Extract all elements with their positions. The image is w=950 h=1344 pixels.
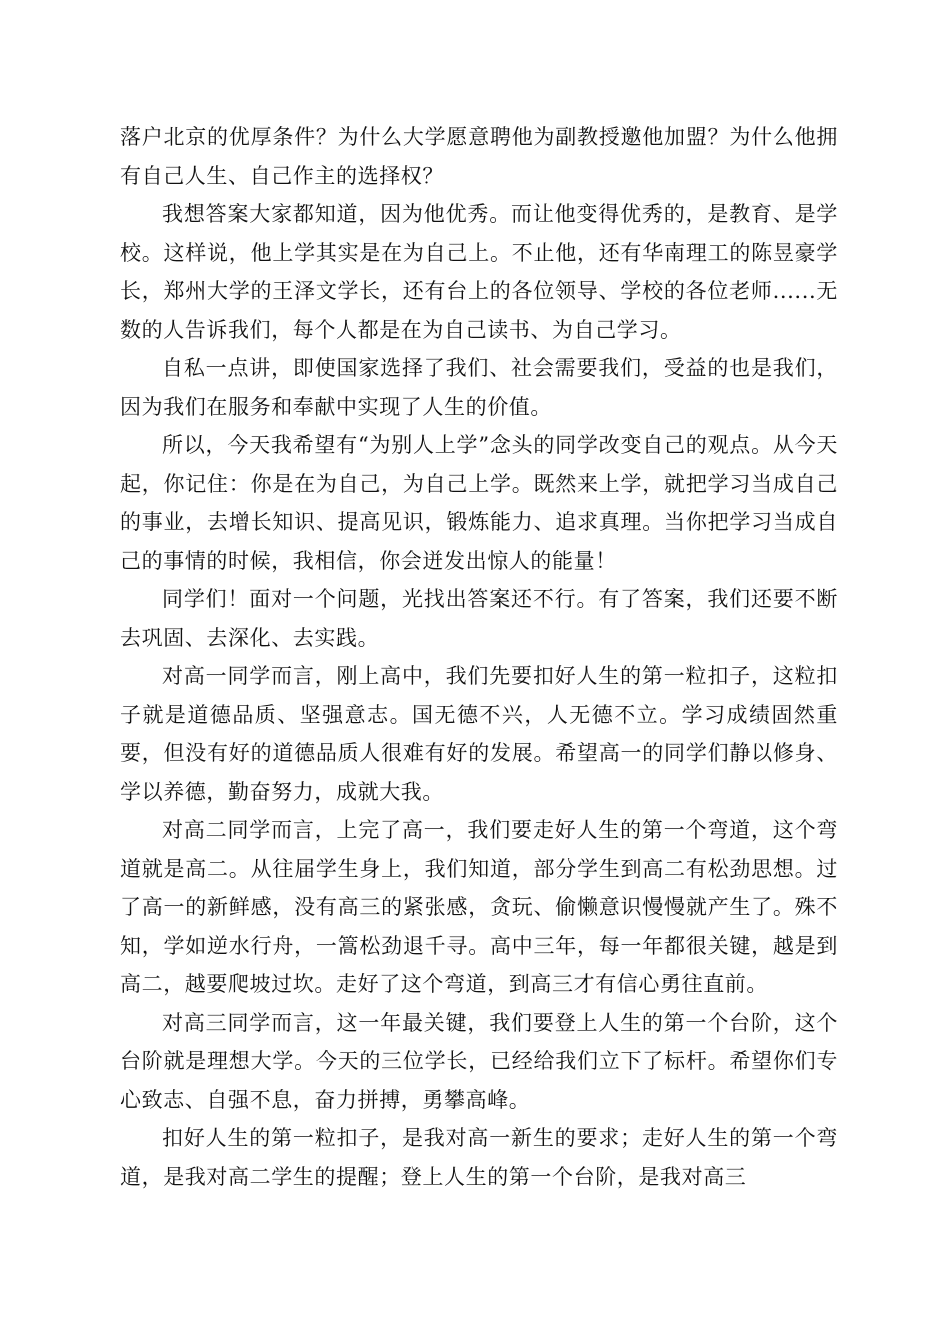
paragraph: 自私一点讲，即使国家选择了我们、社会需要我们，受益的也是我们，因为我们在服务和奉献中实现了人生的价值。 <box>120 356 838 419</box>
paragraph: 我想答案大家都知道，因为他优秀。而让他变得优秀的，是教育、是学校。这样说，他上学其实是在为自己上。不止他，还有华南理工的陈昱豪学长，郑州大学的王泽文学长，还有台上的各位领导、学校的各位老师......无数的人告诉我们，每个人都是在为自己读书、为自己学习。 <box>120 202 838 342</box>
paragraph: 对高三同学而言，这一年最关键，我们要登上人生的第一个台阶，这个台阶就是理想大学。今天的三位学长，已经给我们立下了标杆。希望你们专心致志、自强不息，奋力拼搏，勇攀高峰。 <box>120 1010 838 1112</box>
paragraph: 扣好人生的第一粒扣子，是我对高一新生的要求；走好人生的第一个弯道，是我对高二学生的提醒；登上人生的第一个台阶，是我对高三 <box>120 1126 838 1189</box>
paragraph: 对高一同学而言，刚上高中，我们先要扣好人生的第一粒扣子，这粒扣子就是道德品质、坚强意志。国无德不兴，人无德不立。学习成绩固然重要，但没有好的道德品质人很难有好的发展。希望高一的同学们静以修身、学以养德，勤奋努力，成就大我。 <box>120 664 838 804</box>
paragraph: 所以，今天我希望有“为别人上学”念头的同学改变自己的观点。从今天起，你记住：你是在为自己，为自己上学。既然来上学，就把学习当成自己的事业，去增长知识、提高见识，锻炼能力、追求真理。当你把学习当成自己的事情的时候，我相信，你会迸发出惊人的能量！ <box>120 433 838 573</box>
paragraph-continuation: 落户北京的优厚条件？为什么大学愿意聘他为副教授邀他加盟？为什么他拥有自己人生、自己作主的选择权？ <box>120 125 838 188</box>
paragraph: 对高二同学而言，上完了高一，我们要走好人生的第一个弯道，这个弯道就是高二。从往届学生身上，我们知道，部分学生到高二有松劲思想。过了高一的新鲜感，没有高三的紧张感，贪玩、偷懒意识慢慢就产生了。殊不知，学如逆水行舟，一篙松劲退千寻。高中三年，每一年都很关键，越是到高二，越要爬坡过坎。走好了这个弯道，到高三才有信心勇往直前。 <box>120 818 838 996</box>
document-body <box>120 118 838 1196</box>
paragraph: 同学们！面对一个问题，光找出答案还不行。有了答案，我们还要不断去巩固、去深化、去实践。 <box>120 587 838 650</box>
